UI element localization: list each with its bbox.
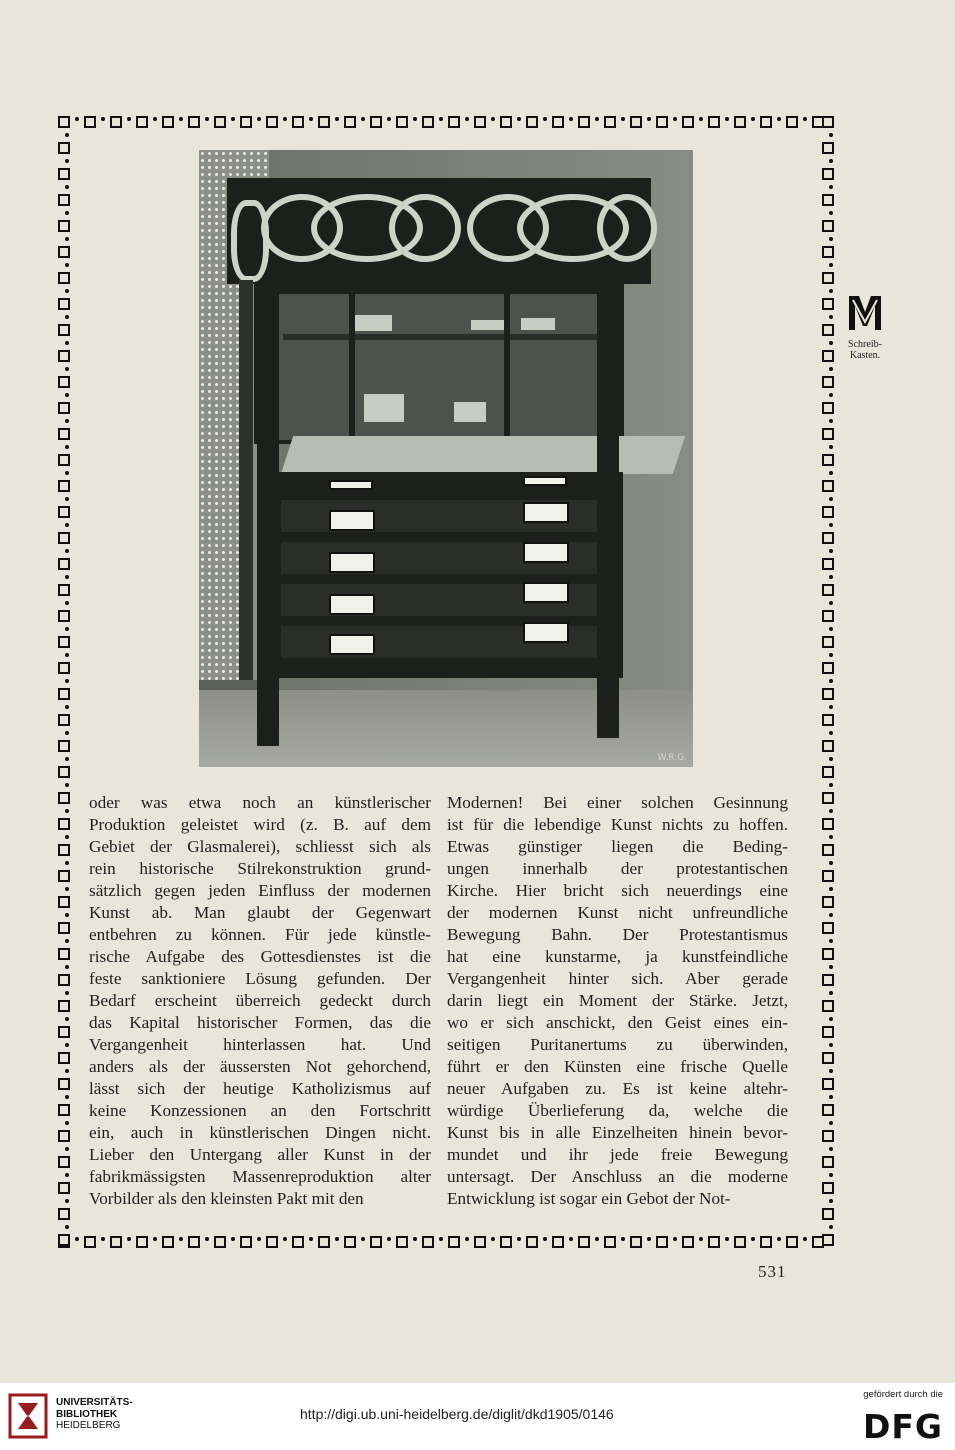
decorative-border-top (58, 116, 836, 128)
institution-name (56, 1397, 133, 1432)
institution-line-3: HEIDELBERG (56, 1420, 121, 1431)
text-line: Produktion geleistet wird (z. B. auf dem (89, 815, 431, 834)
drawer-handle (523, 622, 569, 643)
text-line: ein, auch in künstlerischen Dingen nicht. (89, 1123, 431, 1142)
drawer-handle (329, 634, 375, 655)
text-line: wo er sich anschickt, den Geist eines ein- (447, 1013, 788, 1032)
text-line: keine Konzessionen an den Fortschritt (89, 1101, 431, 1120)
text-line: lässt sich der heutige Katholizismus auf (89, 1079, 431, 1098)
text-line: rische Aufgabe des Gottesdienstes ist die (89, 947, 431, 966)
text-line: Bedarf erscheint überreich gedeckt durch (89, 991, 431, 1010)
permalink-url[interactable]: http://digi.ub.uni-heidelberg.de/diglit/dkd1905/0146 (300, 1406, 614, 1422)
digitization-footer (0, 1383, 955, 1450)
cabinet-leg (257, 284, 279, 746)
text-line: ungen innerhalb der protestantischen (447, 859, 788, 878)
drawer-handle (329, 594, 375, 615)
text-line: feste sanktioniere Lösung gefunden. Der (89, 969, 431, 988)
text-line: rein historische Stilrekonstruktion grund- (89, 859, 431, 878)
writing-cabinet-photo (199, 150, 693, 767)
monogram-icon (842, 292, 888, 339)
text-line: hat eine kunstarme, ja kunstfeindliche (447, 947, 788, 966)
decorative-border-left (58, 116, 70, 1250)
drawer-handle (329, 552, 375, 573)
text-line: Kirche. Hier bricht sich neuerdings eine (447, 881, 788, 900)
text-line: der modernen Kunst nicht unfreundliche (447, 903, 788, 922)
text-line: Kunst ab. Man glaubt der Gegenwart (89, 903, 431, 922)
text-line: Kunst bis in alle Einzelheiten hinein bevor- (447, 1123, 788, 1142)
university-seal-icon (8, 1393, 48, 1439)
cabinet-leg (597, 284, 619, 738)
text-line: seitigen Puritanertums zu überwinden, (447, 1035, 788, 1054)
text-line: würdige Überlieferung da, welche die (447, 1101, 788, 1120)
text-line: ist für die lebendige Kunst nichts zu hoffen. (447, 815, 788, 834)
text-line: Bewegung Bahn. Der Protestantismus (447, 925, 788, 944)
text-line: mundet und ihr jede freie Bewegung (447, 1145, 788, 1164)
text-line: oder was etwa noch an künstlerischer (89, 793, 431, 812)
drawer-handle (523, 502, 569, 523)
drawer-handle (329, 510, 375, 531)
writing-flap (281, 436, 685, 474)
decorative-border-right (822, 116, 834, 1250)
dfg-logo: DFG (862, 1407, 943, 1446)
text-column-right (447, 792, 788, 1210)
text-line: neuer Aufgaben zu. Es ist keine altehr- (447, 1079, 788, 1098)
text-column-left (89, 792, 431, 1210)
page-number: 531 (758, 1262, 787, 1281)
text-line: führt er den Künsten eine frische Quelle (447, 1057, 788, 1076)
decorative-border-bottom (58, 1236, 836, 1248)
text-line: Gebiet der Glasmalerei), schliesst sich als (89, 837, 431, 856)
institution-line-2: BIBLIOTHEK (56, 1408, 118, 1420)
margin-label-line1: Schreib- (848, 339, 882, 350)
funded-by-label: gefördert durch die (863, 1389, 943, 1400)
text-line: das Kapital historischer Formen, das die (89, 1013, 431, 1032)
text-line: sätzlich gegen jeden Einfluss der modernen (89, 881, 431, 900)
text-line: Modernen! Bei einer solchen Gesinnung (447, 793, 788, 812)
institution-line-1: UNIVERSITÄTS- (56, 1397, 133, 1408)
text-line: Lieber den Untergang aller Kunst in der (89, 1145, 431, 1164)
text-line: darin liegt ein Moment der Stärke. Jetzt, (447, 991, 788, 1010)
text-line: Entwicklung ist sogar ein Gebot der Not- (447, 1189, 731, 1208)
text-line: Vergangenheit hinter sich. Aber gerade (447, 969, 788, 988)
text-line: fabrikmässigsten Massenreproduktion alter (89, 1167, 431, 1186)
text-line: Vergangenheit hinterlassen hat. Und (89, 1035, 431, 1054)
margin-label-line2: Kasten. (849, 350, 881, 361)
text-line: entbehren zu können. Für jede künstle- (89, 925, 431, 944)
text-line: anders als der äussersten Not gehorchend, (89, 1057, 431, 1076)
margin-label (842, 292, 888, 361)
text-line: Etwas günstiger liegen die Beding- (447, 837, 788, 856)
drawer-handle (523, 582, 569, 603)
text-line: Vorbilder als den kleinsten Pakt mit den (89, 1189, 364, 1208)
text-line: untersagt. Der Anschluss an die moderne (447, 1167, 788, 1186)
photo-monogram: W.R.G. (657, 753, 687, 763)
drawer-handle (523, 542, 569, 563)
